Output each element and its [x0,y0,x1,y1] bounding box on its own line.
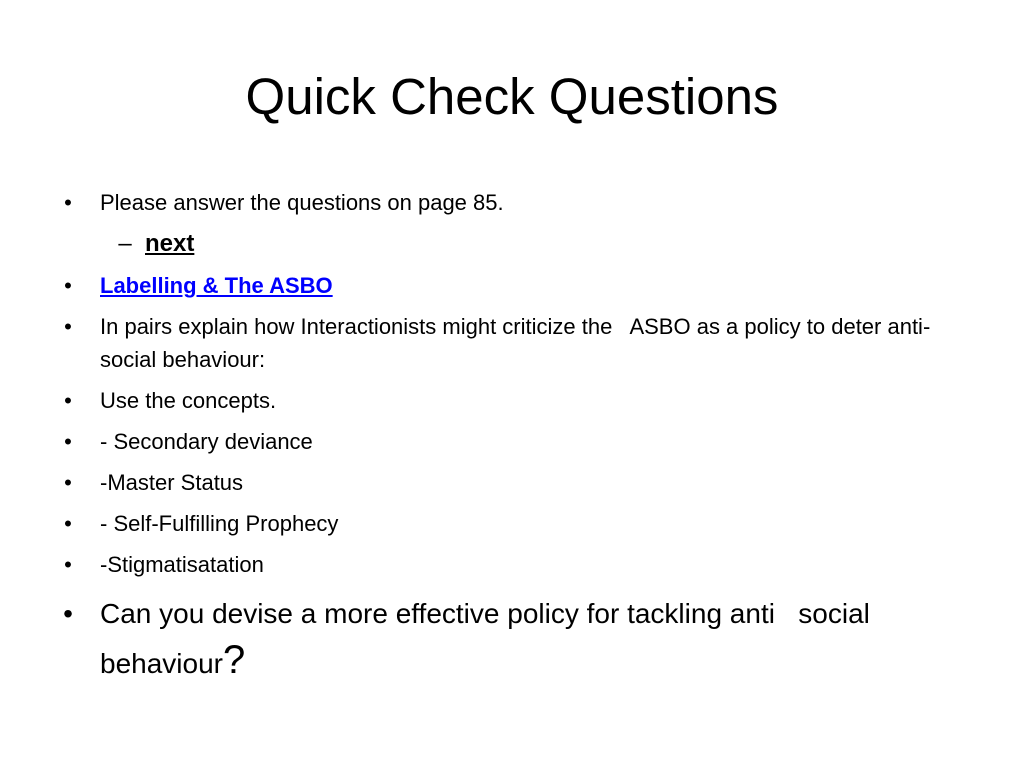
bullet-text: Please answer the questions on page 85. [100,190,504,215]
bullet-list [58,186,970,697]
bullet-text: Use the concepts. [100,388,277,413]
labelling-asbo-link[interactable]: Labelling & The ASBO [100,273,333,298]
bullet-dot: • [64,273,72,298]
bullet-dot: • [64,470,72,495]
sub-list-item [58,227,970,261]
list-item [58,186,970,219]
list-item [58,548,970,581]
bullet-dot: • [64,388,72,413]
next-link[interactable]: next [145,230,195,257]
bullet-dot: • [64,511,72,536]
sub-bullet-dash: – [118,230,132,257]
list-item [58,425,970,458]
question-mark: ? [222,638,246,682]
bullet-dot: • [64,429,72,454]
bullet-text: - Self-Fulfilling Prophecy [100,511,339,536]
bullet-dot: • [63,598,73,629]
bullet-text: -Master Status [100,470,244,495]
list-item [58,269,970,302]
bullet-text: In pairs explain how Interactionists might criticize the ASBO as a policy to deter anti-social behaviour: [100,314,931,372]
list-item [58,384,970,417]
slide-title: Quick Check Questions [245,68,779,125]
list-item [58,589,970,689]
list-item [58,310,970,376]
bullet-dot: • [64,314,72,339]
bullet-dot: • [64,552,72,577]
bullet-text: -Stigmatisatation [100,552,264,577]
bullet-text: - Secondary deviance [100,429,313,454]
bullet-text: Can you devise a more effective policy for tackling anti social behaviour [100,598,878,679]
bullet-dot: • [64,190,72,215]
list-item [58,507,970,540]
list-item [58,466,970,499]
